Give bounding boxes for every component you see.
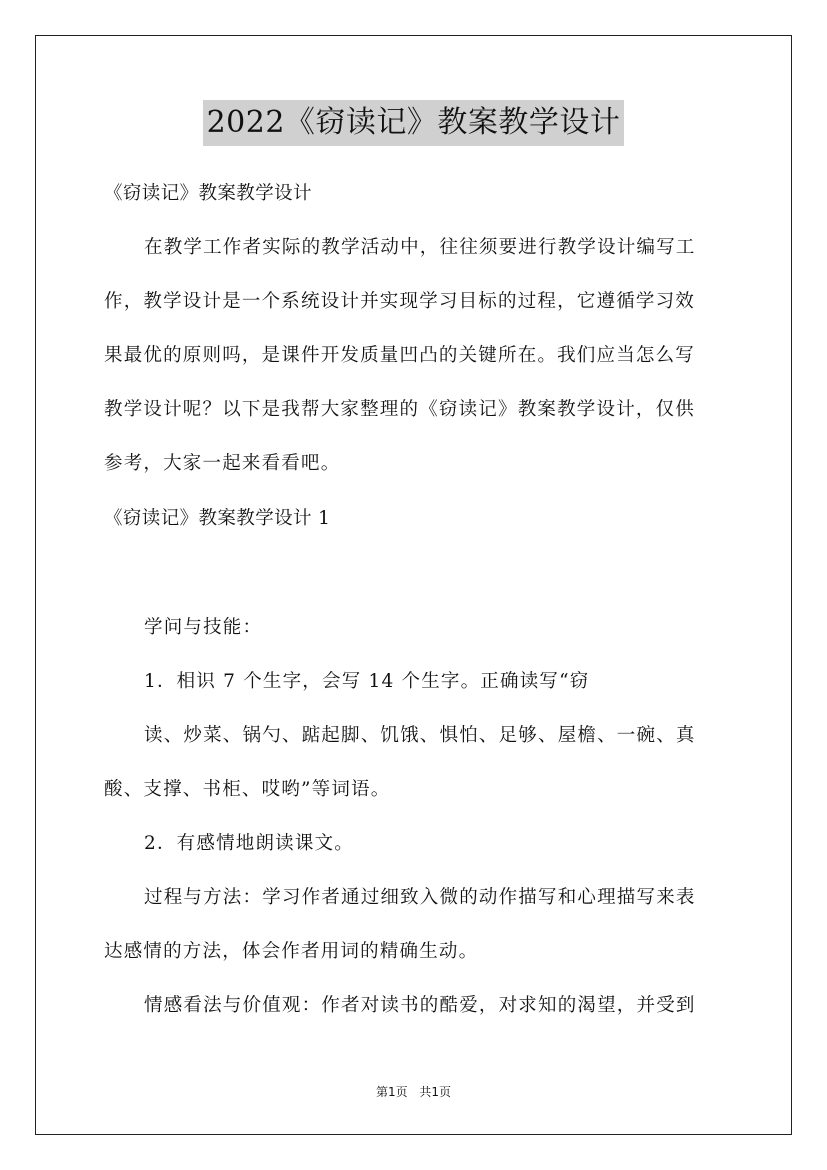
list-item-line: 读、炒菜、锅勺、踮起脚、饥饿、惧怕、足够、屋檐、一碗、真: [144, 725, 696, 746]
list-item-line: 酸、支撑、书柜、哎哟”等词语。: [104, 779, 391, 800]
page-total: 共1页: [419, 1085, 452, 1099]
list-item-line: 1．相识 7 个生字，会写 14 个生字。正确读写“窃: [144, 671, 590, 692]
title-container: [0, 100, 827, 146]
page-footer: [0, 1083, 827, 1100]
list-item-line: 2．有感情地朗读课文。: [144, 833, 354, 854]
paragraph-line: 情感看法与价值观：作者对读书的酷爱，对求知的渴望，并受到: [144, 995, 696, 1016]
paragraph-line: 作，教学设计是一个系统设计并实现学习目标的过程，它遵循学习效: [104, 291, 696, 312]
section-label: 学问与技能：: [144, 617, 263, 638]
paragraph-line: 达感情的方法，体会作者用词的精确生动。: [104, 941, 479, 962]
document-title: 2022《窃读记》教案教学设计: [203, 100, 625, 146]
page-number: 第1页: [375, 1085, 408, 1099]
paragraph-line: 教学设计呢？以下是我帮大家整理的《窃读记》教案教学设计，仅供: [104, 399, 696, 420]
paragraph-line: 在教学工作者实际的教学活动中，往往须要进行教学设计编写工: [144, 237, 696, 258]
paragraph-line: 过程与方法：学习作者通过细致入微的动作描写和心理描写来表: [144, 887, 696, 908]
paragraph-line: 果最优的原则吗，是课件开发质量凹凸的关键所在。我们应当怎么写: [104, 345, 696, 366]
section-heading: 《窃读记》教案教学设计 1: [104, 508, 331, 529]
section-heading: 《窃读记》教案教学设计: [104, 183, 312, 204]
paragraph-line: 参考，大家一起来看看吧。: [104, 453, 341, 474]
